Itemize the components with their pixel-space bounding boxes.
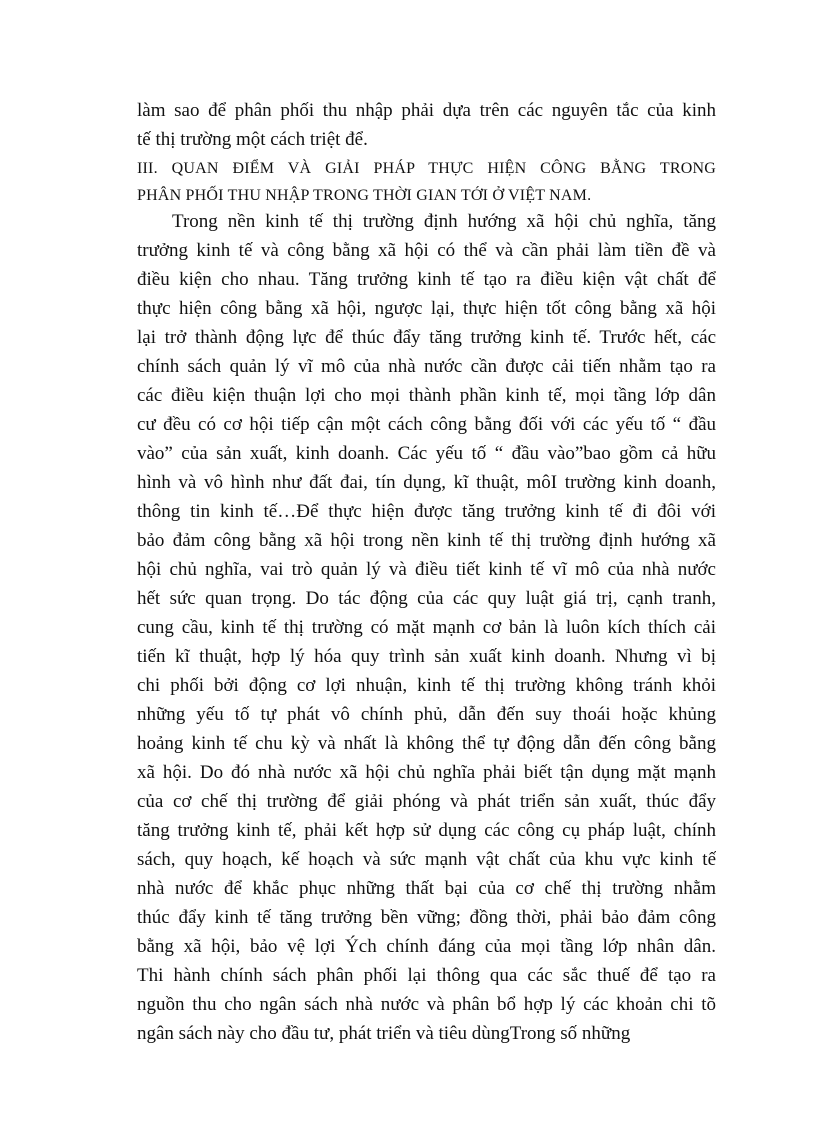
paragraph-line: những yếu tố tự phát vô chính phủ, dẫn đến suy thoái hoặc khủng (137, 704, 716, 725)
paragraph-line: Thi hành chính sách phân phối lại thông qua các sắc thuế để tạo ra (137, 965, 716, 986)
paragraph-line: tăng trưởng kinh tế, phải kết hợp sử dụng các công cụ pháp luật, chính (137, 820, 716, 841)
paragraph-line: nguồn thu cho ngân sách nhà nước và phân bổ hợp lý các khoản chi tõ (137, 994, 716, 1015)
paragraph-line: thông tin kinh tế…Để thực hiện được tăng trưởng kinh tế đi đôi với (137, 501, 716, 522)
paragraph-line: của cơ chế thị trường để giải phóng và phát triển sản xuất, thúc đẩy (137, 791, 716, 812)
paragraph-line: trưởng kinh tế và công bằng xã hội có thể và cần phải làm tiền đề và (137, 240, 716, 261)
paragraph-line: bằng xã hội, bảo vệ lợi Ých chính đáng của mọi tầng lớp nhân dân. (137, 936, 716, 957)
paragraph-line: vào” của sản xuất, kinh doanh. Các yếu tố “ đầu vào”bao gồm cả hữu (137, 443, 716, 464)
paragraph-line: ngân sách này cho đầu tư, phát triển và tiêu dùngTrong số những (137, 1023, 631, 1044)
paragraph-line: hình và vô hình như đất đai, tín dụng, kĩ thuật, môI trường kinh doanh, (137, 472, 716, 493)
paragraph-line: các điều kiện thuận lợi cho mọi thành phần kinh tế, mọi tầng lớp dân (137, 385, 716, 406)
paragraph-line: cư đều có cơ hội tiếp cận một cách công bằng đối với các yếu tố “ đầu (137, 414, 716, 435)
paragraph-line: Trong nền kinh tế thị trường định hướng xã hội chủ nghĩa, tăng (172, 211, 716, 232)
paragraph-line: sách, quy hoạch, kế hoạch và sức mạnh vật chất của khu vực kinh tế (137, 849, 716, 870)
paragraph-line: thúc đẩy kinh tế tăng trưởng bền vững; đồng thời, phải bảo đảm công (137, 907, 716, 928)
paragraph-line: điều kiện cho nhau. Tăng trưởng kinh tế tạo ra điều kiện vật chất để (137, 269, 716, 290)
intro-line: tế thị trường một cách triệt để. (137, 129, 368, 150)
paragraph-line: xã hội. Do đó nhà nước xã hội chủ nghĩa phải biết tận dụng mặt mạnh (137, 762, 716, 783)
intro-line: làm sao để phân phối thu nhập phải dựa trên các nguyên tắc của kinh (137, 100, 716, 121)
paragraph-line: nhà nước để khắc phục những thất bại của cơ chế thị trường nhằm (137, 878, 716, 899)
paragraph-line: chính sách quản lý vĩ mô của nhà nước cần được cải tiến nhằm tạo ra (137, 356, 716, 377)
paragraph-line: hết sức quan trọng. Do tác động của các quy luật giá trị, cạnh tranh, (137, 588, 716, 609)
section-heading: PHÂN PHỐI THU NHẬP TRONG THỜI GIAN TỚI Ở VIỆT NAM. (137, 187, 592, 204)
paragraph-line: bảo đảm công bằng xã hội trong nền kinh tế thị trường định hướng xã (137, 530, 716, 551)
paragraph-line: chi phối bởi động cơ lợi nhuận, kinh tế thị trường không tránh khỏi (137, 675, 716, 696)
section-heading: III. QUAN ĐIỂM VÀ GIẢI PHÁP THỰC HIỆN CÔNG BẰNG TRONG (137, 160, 716, 177)
paragraph-line: hội chủ nghĩa, vai trò quản lý và điều tiết kinh tế vĩ mô của nhà nước (137, 559, 716, 580)
paragraph-line: cung cầu, kinh tế thị trường có mặt mạnh cơ bản là luôn kích thích cải (137, 617, 716, 638)
paragraph-line: hoảng kinh tế chu kỳ và nhất là không thể tự động dẫn đến công bằng (137, 733, 716, 754)
paragraph-line: lại trở thành động lực để thúc đẩy tăng trưởng kinh tế. Trước hết, các (137, 327, 716, 348)
paragraph-line: tiến kĩ thuật, hợp lý hóa quy trình sản xuất kinh doanh. Nhưng vì bị (137, 646, 716, 667)
paragraph-line: thực hiện công bằng xã hội, ngược lại, thực hiện tốt công bằng xã hội (137, 298, 716, 319)
